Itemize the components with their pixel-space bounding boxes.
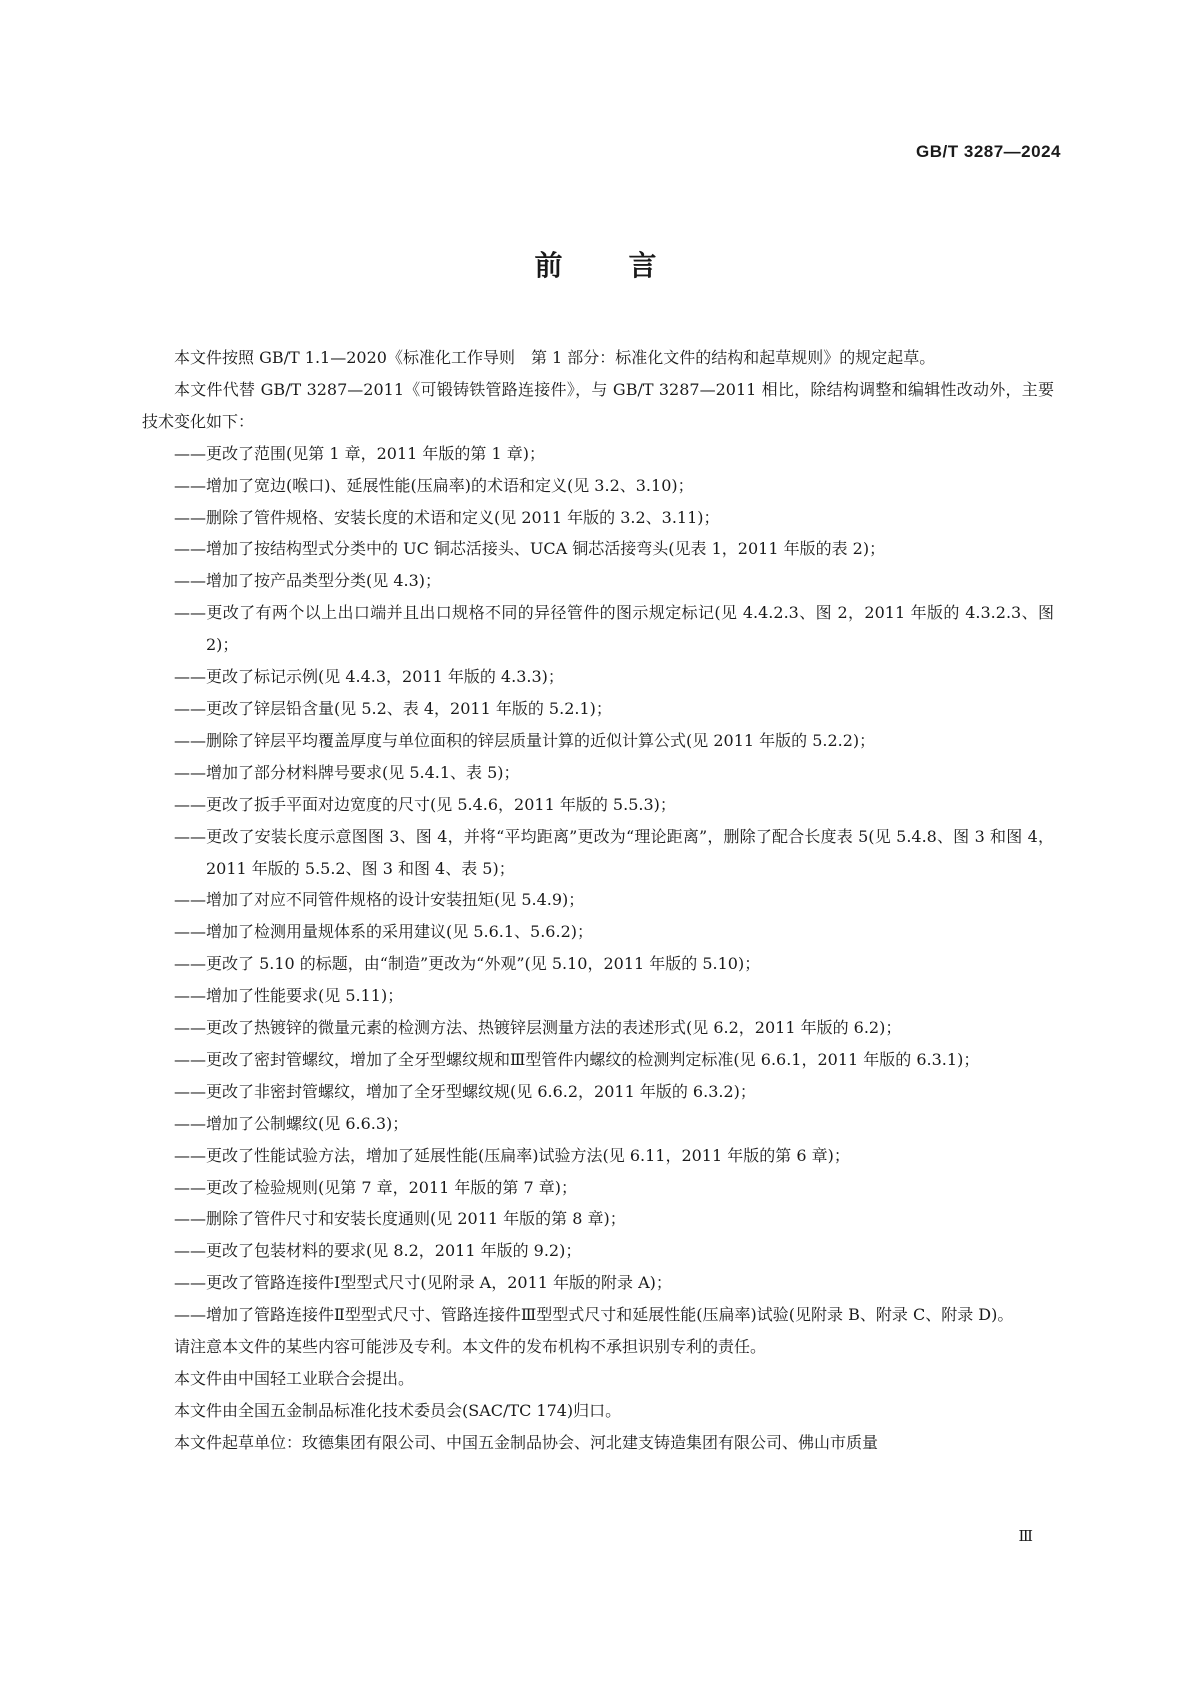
- change-item: ——更改了检验规则(见第 7 章，2011 年版的第 7 章)；: [174, 1177, 577, 1197]
- closing-paragraph: 本文件起草单位：玫德集团有限公司、中国五金制品协会、河北建支铸造集团有限公司、佛山市质量: [174, 1432, 879, 1452]
- change-item: ——更改了热镀锌的微量元素的检测方法、热镀锌层测量方法的表述形式(见 6.2，2011 年版的 6.2)；: [174, 1018, 902, 1038]
- change-item: ——更改了 5.10 的标题，由“制造”更改为“外观”(见 5.10，2011 年版的 5.10)；: [174, 954, 761, 974]
- closing-paragraph: 请注意本文件的某些内容可能涉及专利。本文件的发布机构不承担识别专利的责任。: [174, 1337, 767, 1357]
- change-item: ——更改了安装长度示意图图 3、图 4，并将“平均距离”更改为“理论距离”，删除了配合长度表 5(见 5.4.8、图 3 和图 4，2011 年版的 5.5.2、图 3 和图 4、表 5)；: [174, 826, 1054, 878]
- change-item: ——更改了锌层铅含量(见 5.2、表 4，2011 年版的 5.2.1)；: [174, 698, 612, 718]
- change-item: ——更改了扳手平面对边宽度的尺寸(见 5.4.6，2011 年版的 5.5.3)；: [174, 794, 676, 814]
- change-item: ——增加了公制螺纹(见 6.6.3)；: [174, 1113, 409, 1133]
- standard-code-header: GB/T 3287—2024: [916, 142, 1061, 161]
- change-item: ——删除了管件规格、安装长度的术语和定义(见 2011 年版的 3.2、3.11)；: [174, 507, 720, 527]
- title-char-2: 言: [628, 249, 657, 282]
- change-item: ——更改了非密封管螺纹，增加了全牙型螺纹规(见 6.6.2，2011 年版的 6.3.2)；: [174, 1081, 756, 1101]
- change-item: ——更改了包装材料的要求(见 8.2，2011 年版的 9.2)；: [174, 1241, 582, 1261]
- intro-paragraph: 本文件代替 GB/T 3287—2011《可锻铸铁管路连接件》，与 GB/T 3287—2011 相比，除结构调整和编辑性改动外，主要技术变化如下：: [142, 379, 1054, 431]
- change-item: ——更改了管路连接件Ⅰ型型式尺寸(见附录 A，2011 年版的附录 A)；: [174, 1273, 672, 1293]
- change-item: ——增加了检测用量规体系的采用建议(见 5.6.1、5.6.2)；: [174, 922, 593, 942]
- intro-paragraph: 本文件按照 GB/T 1.1—2020《标准化工作导则 第 1 部分：标准化文件的结构和起草规则》的规定起草。: [174, 348, 936, 367]
- change-item: ——更改了有两个以上出口端并且出口规格不同的异径管件的图示规定标记(见 4.4.2.3、图 2，2011 年版的 4.3.2.3、图 2)；: [174, 603, 1054, 655]
- foreword-body: [142, 342, 1054, 1459]
- change-item: ——增加了按产品类型分类(见 4.3)；: [174, 571, 442, 591]
- page-number: Ⅲ: [1018, 1527, 1033, 1545]
- change-item: ——增加了宽边(喉口)、延展性能(压扁率)的术语和定义(见 3.2、3.10)；: [174, 475, 694, 495]
- change-item: ——增加了按结构型式分类中的 UC 铜芯活接头、UCA 铜芯活接弯头(见表 1，2011 年版的表 2)；: [174, 539, 886, 559]
- change-item: ——更改了性能试验方法，增加了延展性能(压扁率)试验方法(见 6.11，2011 年版的第 6 章)；: [174, 1145, 850, 1165]
- change-item: ——删除了锌层平均覆盖厚度与单位面积的锌层质量计算的近似计算公式(见 2011 年版的 5.2.2)；: [174, 730, 876, 750]
- closing-paragraph: 本文件由中国轻工业联合会提出。: [174, 1369, 415, 1388]
- change-item: ——增加了管路连接件Ⅱ型型式尺寸、管路连接件Ⅲ型型式尺寸和延展性能(压扁率)试验(见附录 B、附录 C、附录 D)。: [174, 1305, 1014, 1325]
- change-item: ——更改了范围(见第 1 章，2011 年版的第 1 章)；: [174, 443, 545, 463]
- change-item: ——增加了性能要求(见 5.11)；: [174, 986, 404, 1006]
- page-title: [0, 244, 1191, 284]
- closing-paragraph: 本文件由全国五金制品标准化技术委员会(SAC/TC 174)归口。: [174, 1400, 622, 1420]
- change-item: ——更改了密封管螺纹，增加了全牙型螺纹规和Ⅲ型管件内螺纹的检测判定标准(见 6.6.1，2011 年版的 6.3.1)；: [174, 1049, 980, 1069]
- change-item: ——更改了标记示例(见 4.4.3，2011 年版的 4.3.3)；: [174, 667, 564, 687]
- title-char-1: 前: [534, 249, 563, 282]
- change-item: ——删除了管件尺寸和安装长度通则(见 2011 年版的第 8 章)；: [174, 1209, 626, 1229]
- change-item: ——增加了部分材料牌号要求(见 5.4.1、表 5)；: [174, 762, 520, 782]
- change-item: ——增加了对应不同管件规格的设计安装扭矩(见 5.4.9)；: [174, 890, 585, 910]
